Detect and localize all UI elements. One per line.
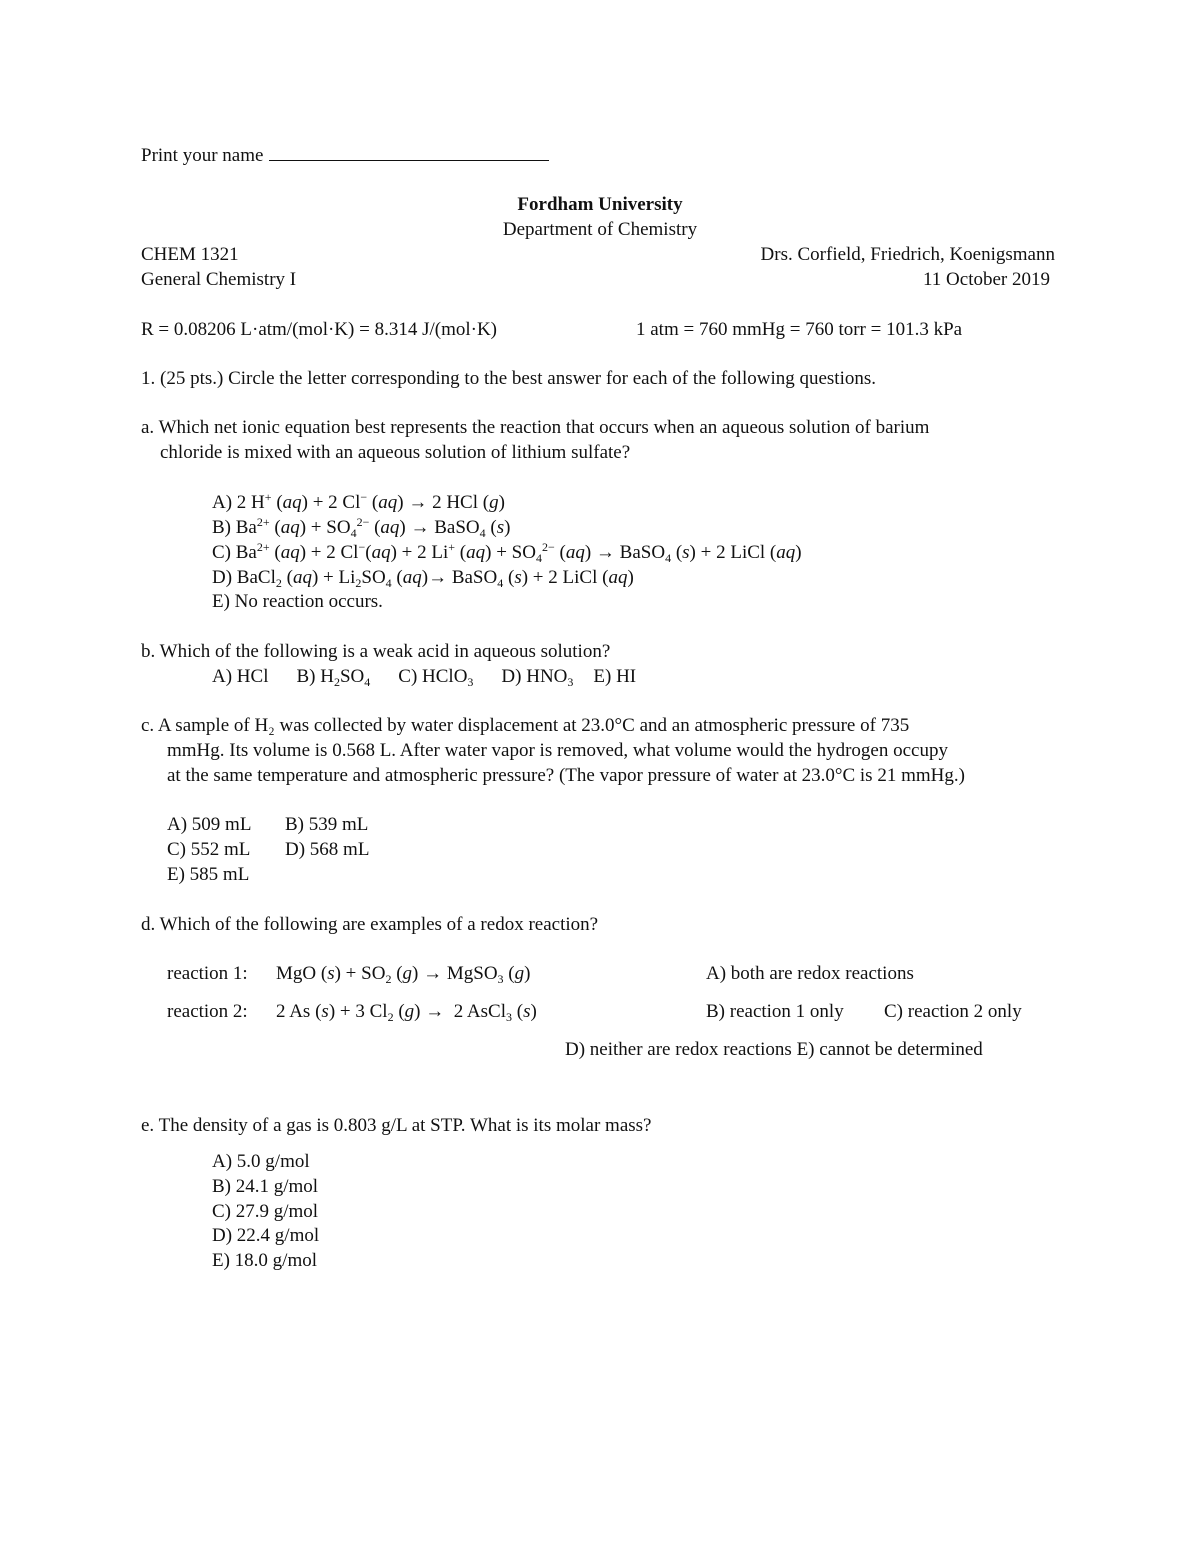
question-c-option-a[interactable]: A) 509 mL — [167, 814, 252, 835]
name-blank[interactable] — [269, 146, 549, 161]
question-1-intro: 1. (25 pts.) Circle the letter corresponding to the best answer for each of the following questions. — [141, 368, 876, 389]
question-c-option-b[interactable]: B) 539 mL — [285, 814, 369, 835]
question-d-option-c[interactable]: C) reaction 2 only — [884, 1001, 1022, 1022]
reaction-1-label: reaction 1: — [167, 963, 248, 984]
question-b-option-d[interactable]: D) $HNO_3$ — [501, 666, 574, 689]
question-c-stem-line1: c. A sample of H₂ was collected by water displacement at 23.0°C and an atmospheric pressure of 735 — [141, 715, 910, 736]
question-c-option-e[interactable]: E) 585 mL — [167, 864, 250, 885]
course-code: CHEM 1321 — [141, 244, 239, 265]
question-a-option-a[interactable]: A) 2 H+ (aq) + 2 Cl− (aq) → 2 HCl (g) — [212, 490, 505, 513]
question-d-option-d-e[interactable]: D) neither are redox reactions E) cannot be determined — [565, 1039, 983, 1060]
question-d-option-a[interactable]: A) both are redox reactions — [706, 963, 914, 984]
question-e-option-b[interactable]: B) 24.1 g/mol — [212, 1176, 319, 1197]
instructors: Drs. Corfield, Friedrich, Koenigsmann — [760, 244, 1055, 265]
reaction-2-label: reaction 2: — [167, 1001, 248, 1022]
question-c-stem-line2: mmHg. Its volume is 0.568 L. After water vapor is removed, what volume would the hydrogen occupy — [167, 740, 948, 761]
question-e-option-d[interactable]: D) 22.4 g/mol — [212, 1225, 320, 1246]
name-label: Print your name — [141, 145, 264, 166]
reaction-2-equation: 2 As (s) + 3 $Cl_2$ (g) → 2 AsCl$_3$ (s) — [276, 1001, 537, 1024]
question-b-stem: b. Which of the following is a weak acid in aqueous solution? — [141, 641, 611, 662]
question-b-option-a[interactable]: A) HCl — [212, 666, 269, 687]
exam-date: 11 October 2019 — [923, 269, 1050, 290]
question-d-stem: d. Which of the following are examples of a redox reaction? — [141, 914, 599, 935]
question-e-option-a[interactable]: A) 5.0 g/mol — [212, 1151, 310, 1172]
question-e-stem: e. The density of a gas is 0.803 g/L at STP. What is its molar mass? — [141, 1115, 652, 1136]
pressure-conversion: 1 atm = 760 mmHg = 760 torr = 101.3 kPa — [636, 319, 963, 340]
university-title: Fordham University — [517, 194, 683, 215]
reaction-1-equation: MgO $(s) + SO_2$ (g) → MgSO$_3$ (g) — [276, 963, 531, 986]
question-a-option-d[interactable]: D) BaCl$_2$ $(aq) + Li_2SO_4$ (aq)→ BaSO$_4$ (s) + 2 LiCl (aq) — [212, 567, 634, 590]
question-c-stem-line3: at the same temperature and atmospheric pressure? (The vapor pressure of water at 23.0°C is 21 mmHg.) — [167, 765, 965, 786]
question-b-option-e[interactable]: E) HI — [593, 666, 637, 687]
course-title: General Chemistry I — [141, 269, 297, 290]
question-b-option-c[interactable]: C) HClO$_3$ — [398, 666, 474, 689]
question-c-option-c[interactable]: C) 552 mL — [167, 839, 251, 860]
question-c-option-d[interactable]: D) 568 mL — [285, 839, 370, 860]
department-title: Department of Chemistry — [502, 219, 698, 240]
question-b-options — [212, 666, 637, 689]
question-a-option-c[interactable]: C) $Ba^{2+}$ (aq) + 2 Cl−(aq) + 2 Li+ $(aq) + SO_4^{2-}$ (aq) → BaSO$_4$ (s) + 2 LiCl (aq) — [212, 540, 802, 565]
question-a-stem-line2: chloride is mixed with an aqueous solution of lithium sulfate? — [160, 442, 631, 463]
gas-constant: R = 0.08206 L·atm/(mol·K) = 8.314 J/(mol·K) — [141, 319, 497, 340]
question-e-option-e[interactable]: E) 18.0 g/mol — [212, 1250, 318, 1271]
question-a-option-b[interactable]: B) $Ba^{2+}$ $(aq) + SO_4^{2-}$ (aq) → BaSO$_4$ (s) — [212, 515, 511, 540]
question-a-stem-line1: a. Which net ionic equation best represents the reaction that occurs when an aqueous solution of barium — [141, 417, 930, 438]
question-a-option-e[interactable]: E) No reaction occurs. — [212, 591, 383, 612]
question-b-option-b[interactable]: B) $H_2SO_4$ — [296, 666, 371, 689]
question-e-option-c[interactable]: C) 27.9 g/mol — [212, 1201, 319, 1222]
name-line — [141, 146, 549, 165]
question-d-option-b[interactable]: B) reaction 1 only — [706, 1001, 844, 1022]
